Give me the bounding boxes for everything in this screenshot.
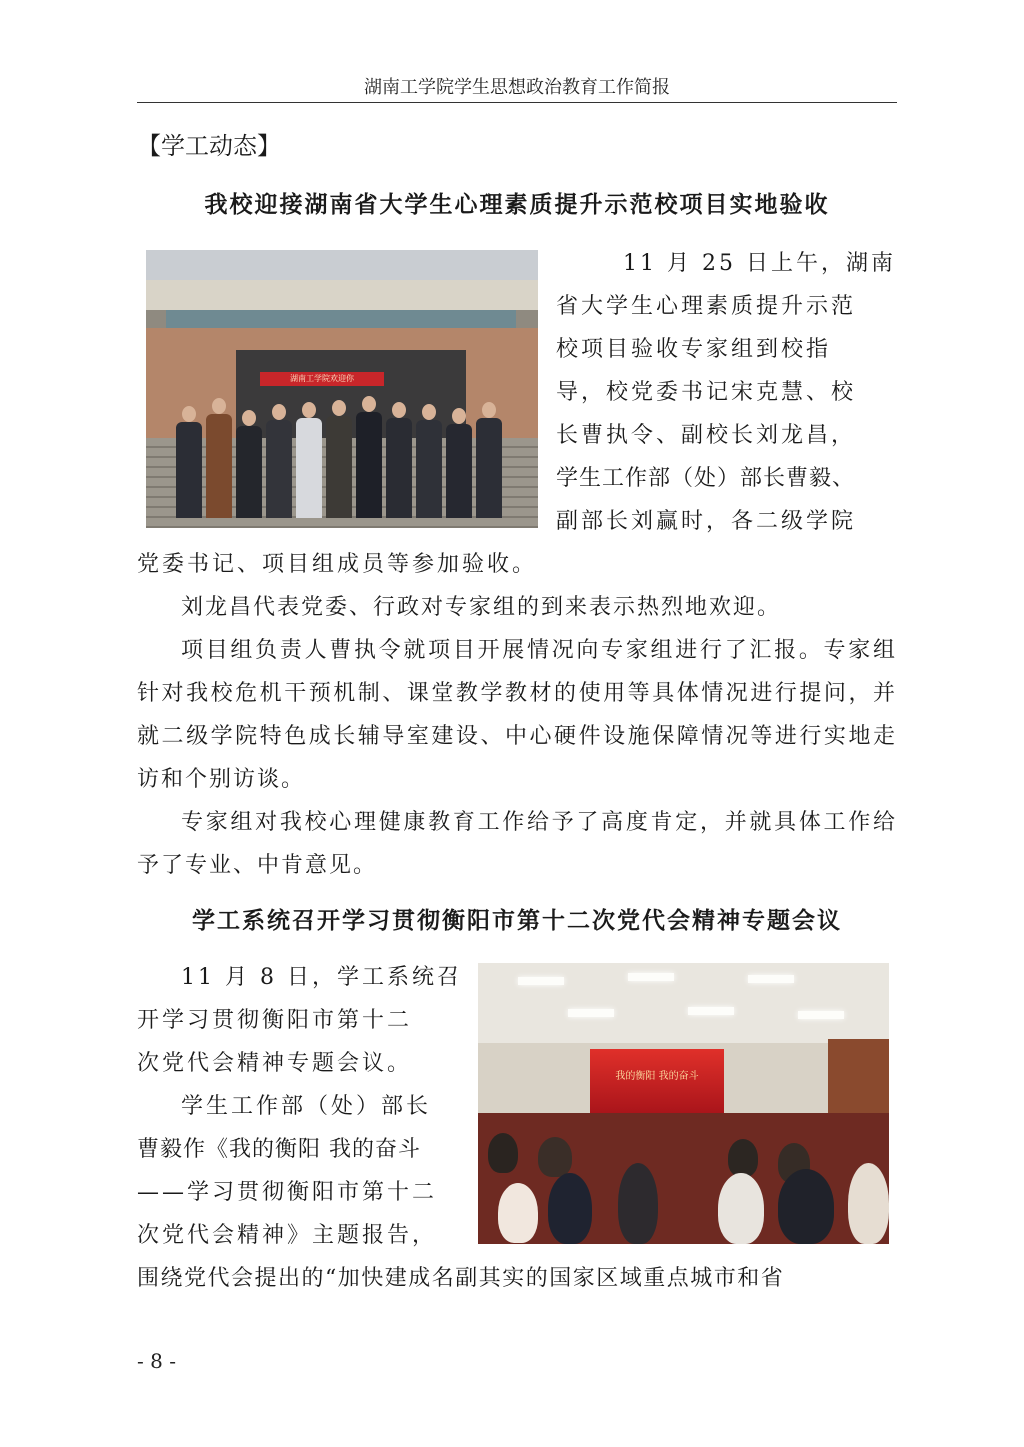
article-1-paragraph-2: 刘龙昌代表党委、行政对专家组的到来表示热烈地欢迎。 [181,595,782,620]
article-2-wrap-tail: 围绕党代会提出的“加快建成名副其实的国家区域重点城市和省 [137,1266,785,1291]
text-line: 曹毅作《我的衡阳 我的奋斗 [137,1137,421,1162]
article-2-photo [478,963,889,1244]
text-line: 次党代会精神专题会议。 [137,1051,413,1076]
page-number: - 8 - [137,1349,176,1373]
article-2-title: 学工系统召开学习贯彻衡阳市第十二次党代会精神专题会议 [192,908,842,934]
article-1-paragraph-4: 专家组对我校心理健康教育工作给予了高度肯定，并就具体工作给予了专业、中肯意见。 [137,810,897,878]
article-1-paragraph-3: 项目组负责人曹执令就项目开展情况向专家组进行了汇报。专家组针对我校危机干预机制、课堂教学教材的使用等具体情况进行提问，并就二级学院特色成长辅导室建设、中心硬件设施保障情况等进行实地走访和个别访谈。 [137,638,897,792]
text-line: 校项目验收专家组到校指 [556,337,832,362]
group-of-people [176,390,506,518]
article-1-wrap-tail: 党委书记、项目组成员等参加验收。 [137,552,538,577]
article-1-title: 我校迎接湖南省大学生心理素质提升示范校项目实地验收 [204,192,830,218]
page-header: 湖南工学院学生思想政治教育工作简报 [137,76,897,103]
text-line: 长曹执令、副校长刘龙昌， [556,423,857,448]
text-line: 省大学生心理素质提升示范 [556,294,857,319]
welcome-banner-text: 湖南工学院欢迎你 [290,374,354,383]
text-line: 导，校党委书记宋克慧、校 [556,380,857,405]
text-line: 11 月 8 日，学工系统召 [181,965,462,990]
projection-screen-text: 我的衡阳 我的奋斗 [615,1071,699,1082]
text-line: 11 月 25 日上午，湖南 [623,251,896,276]
audience [478,1103,889,1244]
text-line: 次党代会精神》主题报告， [137,1223,438,1248]
text-line: 学生工作部（处）部长 [181,1094,432,1119]
text-line: 开学习贯彻衡阳市第十二 [137,1008,413,1033]
article-1-photo [146,250,538,528]
welcome-banner [260,372,384,386]
text-line: 学生工作部（处）部长曹毅、 [556,466,856,491]
text-line: ——学习贯彻衡阳市第十二 [137,1180,438,1205]
section-tag: 【学工动态】 [137,132,281,160]
text-line: 副部长刘赢时，各二级学院 [556,509,857,534]
